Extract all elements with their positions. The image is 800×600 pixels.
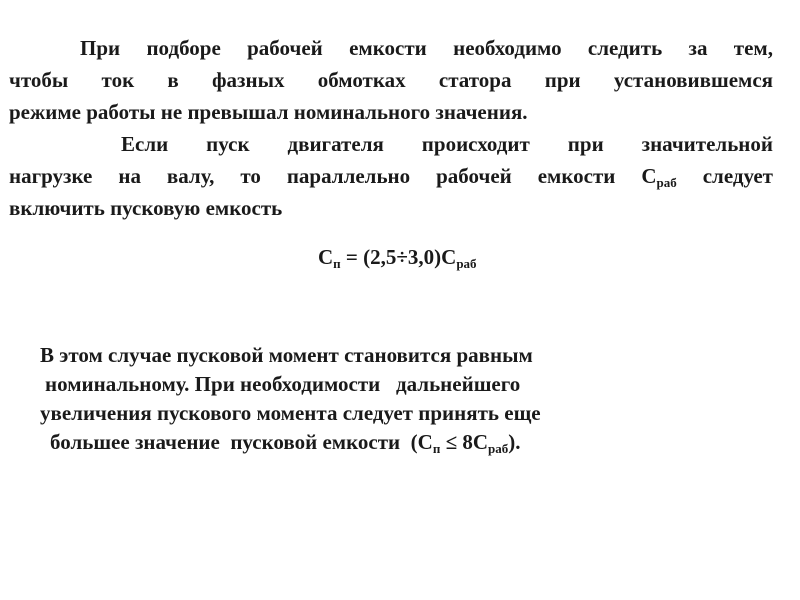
text-block-secondary	[40, 341, 680, 457]
text-block-main	[9, 32, 773, 224]
paragraph2-line1: Если пуск двигателя происходит при значительной	[121, 132, 773, 156]
subscript-p: п	[432, 441, 441, 456]
paragraph3-line3: увеличения пускового момента следует принять еще	[40, 401, 541, 425]
formula-rhs-subscript: раб	[456, 256, 477, 271]
paragraph1-line1: При подборе рабочей емкости необходимо следить за тем,	[80, 36, 773, 60]
formula-lhs: С	[318, 245, 334, 269]
formula-middle: = (2,5÷3,0)С	[340, 245, 457, 269]
paragraph2-line2	[9, 160, 773, 192]
formula-start-capacitance	[318, 241, 477, 273]
paragraph2-line2-tail: следует	[676, 164, 773, 188]
formula-lhs-subscript: п	[333, 256, 341, 271]
subscript-rab-2: раб	[488, 441, 509, 456]
paragraph3-line1: В этом случае пусковой момент становится равным	[40, 343, 533, 367]
paragraph2-line2-text: нагрузке на валу, то параллельно рабочей емкости С	[9, 164, 657, 188]
paragraph3-line2: номинальному. При необходимости дальнейшего	[45, 372, 521, 396]
paragraph2-line3: включить пусковую емкость	[9, 196, 283, 220]
paragraph1-line3: режиме работы не превышал номинального значения.	[9, 100, 528, 124]
paragraph3-line4-text: большее значение пусковой емкости (С	[50, 430, 433, 454]
paragraph3-line4	[40, 428, 680, 457]
paragraph1-line2: чтобы ток в фазных обмотках статора при установившемся	[9, 68, 773, 92]
inequality: ≤ 8С	[440, 430, 489, 454]
subscript-rab: раб	[656, 175, 677, 190]
closing-paren: ).	[508, 430, 521, 454]
